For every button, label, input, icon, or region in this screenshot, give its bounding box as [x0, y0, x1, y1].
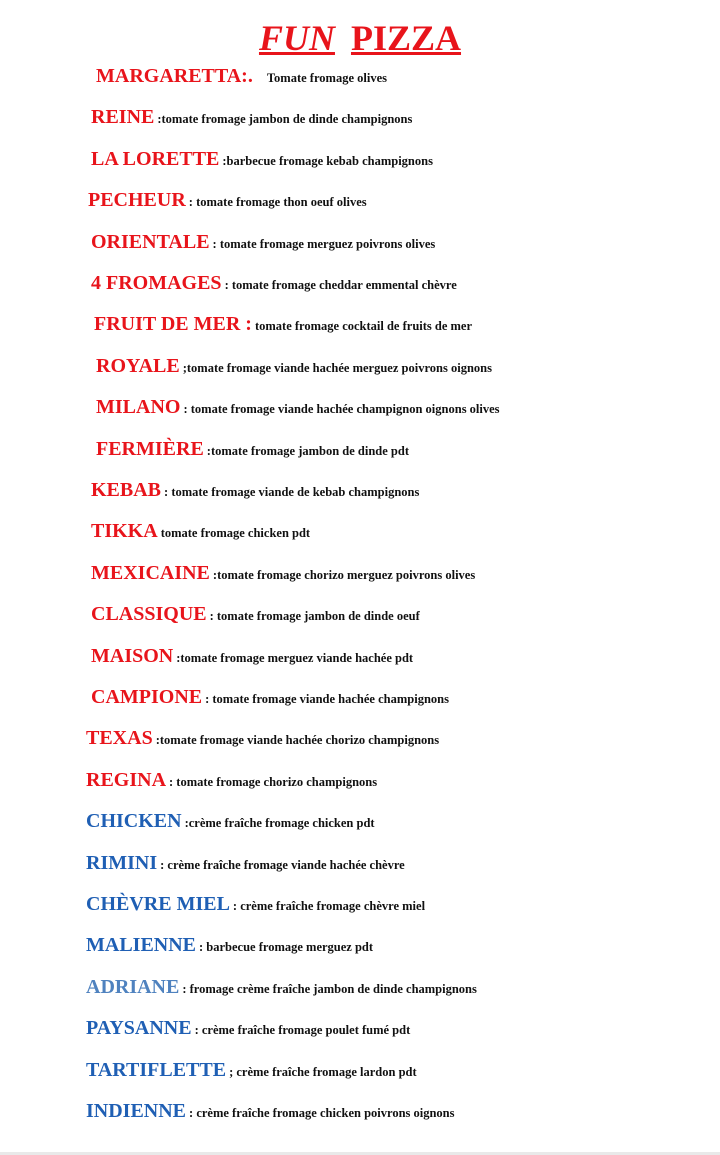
pizza-name: FERMIÈRE	[96, 438, 204, 460]
pizza-ingredients: ; crème fraîche fromage lardon pdt	[229, 1065, 417, 1079]
pizza-ingredients: : barbecue fromage merguez pdt	[199, 940, 374, 954]
pizza-ingredients: : fromage crème fraîche jambon de dinde champignons	[182, 982, 477, 996]
menu-item	[86, 807, 375, 835]
pizza-name: CLASSIQUE	[91, 603, 207, 625]
menu-item	[86, 931, 373, 959]
pizza-name: ROYALE	[96, 355, 180, 377]
pizza-name: REGINA	[86, 769, 167, 791]
title-word-fun: FUN	[258, 18, 335, 58]
menu-title	[0, 16, 720, 60]
menu-item	[86, 724, 439, 752]
menu-item	[88, 186, 367, 214]
menu-item	[96, 435, 409, 463]
menu-item	[96, 393, 500, 421]
menu-item	[86, 849, 405, 877]
pizza-name: ADRIANE	[86, 976, 180, 998]
pizza-name: 4 FROMAGES	[91, 272, 222, 294]
menu-item	[96, 62, 387, 90]
pizza-name: PECHEUR	[88, 189, 186, 211]
pizza-name: MARGARETTA:.	[96, 65, 253, 87]
pizza-ingredients: : crème fraîche fromage poulet fumé pdt	[194, 1023, 411, 1037]
pizza-name: CHÈVRE MIEL	[86, 893, 230, 915]
pizza-ingredients: tomate fromage chicken pdt	[160, 526, 311, 540]
pizza-ingredients: : tomate fromage viande hachée champignon oignons olives	[183, 402, 500, 416]
pizza-ingredients: : tomate fromage thon oeuf olives	[188, 195, 367, 209]
pizza-ingredients: :tomate fromage viande hachée chorizo champignons	[155, 733, 440, 747]
pizza-name: TIKKA	[91, 520, 158, 542]
pizza-name: ORIENTALE	[91, 231, 210, 253]
pizza-ingredients: : crème fraîche fromage viande hachée chèvre	[160, 858, 405, 872]
pizza-name: RIMINI	[86, 852, 158, 874]
menu-item	[91, 145, 433, 173]
menu-item	[91, 228, 435, 256]
pizza-ingredients: : tomate fromage viande de kebab champignons	[164, 485, 420, 499]
pizza-name: PAYSANNE	[86, 1017, 192, 1039]
pizza-name: FRUIT DE MER :	[94, 313, 252, 335]
pizza-ingredients: : tomate fromage cheddar emmental chèvre	[224, 278, 457, 292]
pizza-name: MALIENNE	[86, 934, 197, 956]
menu-item	[86, 1097, 455, 1125]
pizza-name: KEBAB	[91, 479, 162, 501]
pizza-ingredients: :tomate fromage jambon de dinde champignons	[157, 112, 413, 126]
menu-item	[86, 973, 477, 1001]
pizza-ingredients: :tomate fromage chorizo merguez poivrons olives	[212, 568, 476, 582]
pizza-name: TEXAS	[86, 727, 153, 749]
menu-item	[86, 1014, 410, 1042]
pizza-ingredients: :tomate fromage jambon de dinde pdt	[206, 444, 409, 458]
pizza-ingredients: tomate fromage cocktail de fruits de mer	[254, 319, 473, 333]
pizza-ingredients: : tomate fromage chorizo champignons	[169, 775, 378, 789]
menu-item	[91, 642, 413, 670]
menu-item	[86, 890, 425, 918]
menu-item	[91, 269, 457, 297]
pizza-ingredients: ;tomate fromage viande hachée merguez poivrons oignons	[182, 361, 492, 375]
menu-item	[94, 310, 472, 338]
pizza-name: CHICKEN	[86, 810, 182, 832]
pizza-name: LA LORETTE	[91, 148, 220, 170]
pizza-ingredients: : crème fraîche fromage chicken poivrons oignons	[189, 1106, 455, 1120]
pizza-ingredients: :tomate fromage merguez viande hachée pdt	[176, 651, 414, 665]
pizza-ingredients: : tomate fromage viande hachée champignons	[205, 692, 449, 706]
menu-item	[91, 600, 420, 628]
menu-item	[91, 517, 310, 545]
pizza-name: MAISON	[91, 645, 174, 667]
pizza-name: REINE	[91, 106, 155, 128]
menu-item	[86, 1056, 417, 1084]
pizza-ingredients: :crème fraîche fromage chicken pdt	[184, 816, 375, 830]
pizza-name: MEXICAINE	[91, 562, 210, 584]
pizza-ingredients: : tomate fromage jambon de dinde oeuf	[209, 609, 420, 623]
menu-item	[96, 352, 492, 380]
title-word-pizza: PIZZA	[350, 18, 462, 58]
pizza-ingredients: : crème fraîche fromage chèvre miel	[232, 899, 426, 913]
pizza-ingredients: Tomate fromage olives	[266, 71, 387, 85]
menu-item	[91, 103, 412, 131]
pizza-ingredients: : tomate fromage merguez poivrons olives	[212, 237, 436, 251]
menu-item	[91, 683, 449, 711]
pizza-name: TARTIFLETTE	[86, 1059, 227, 1081]
pizza-name: CAMPIONE	[91, 686, 203, 708]
menu-item	[91, 476, 419, 504]
pizza-ingredients: :barbecue fromage kebab champignons	[222, 154, 433, 168]
pizza-name: MILANO	[96, 396, 181, 418]
menu-item	[86, 766, 377, 794]
menu-item	[91, 559, 475, 587]
pizza-name: INDIENNE	[86, 1100, 187, 1122]
